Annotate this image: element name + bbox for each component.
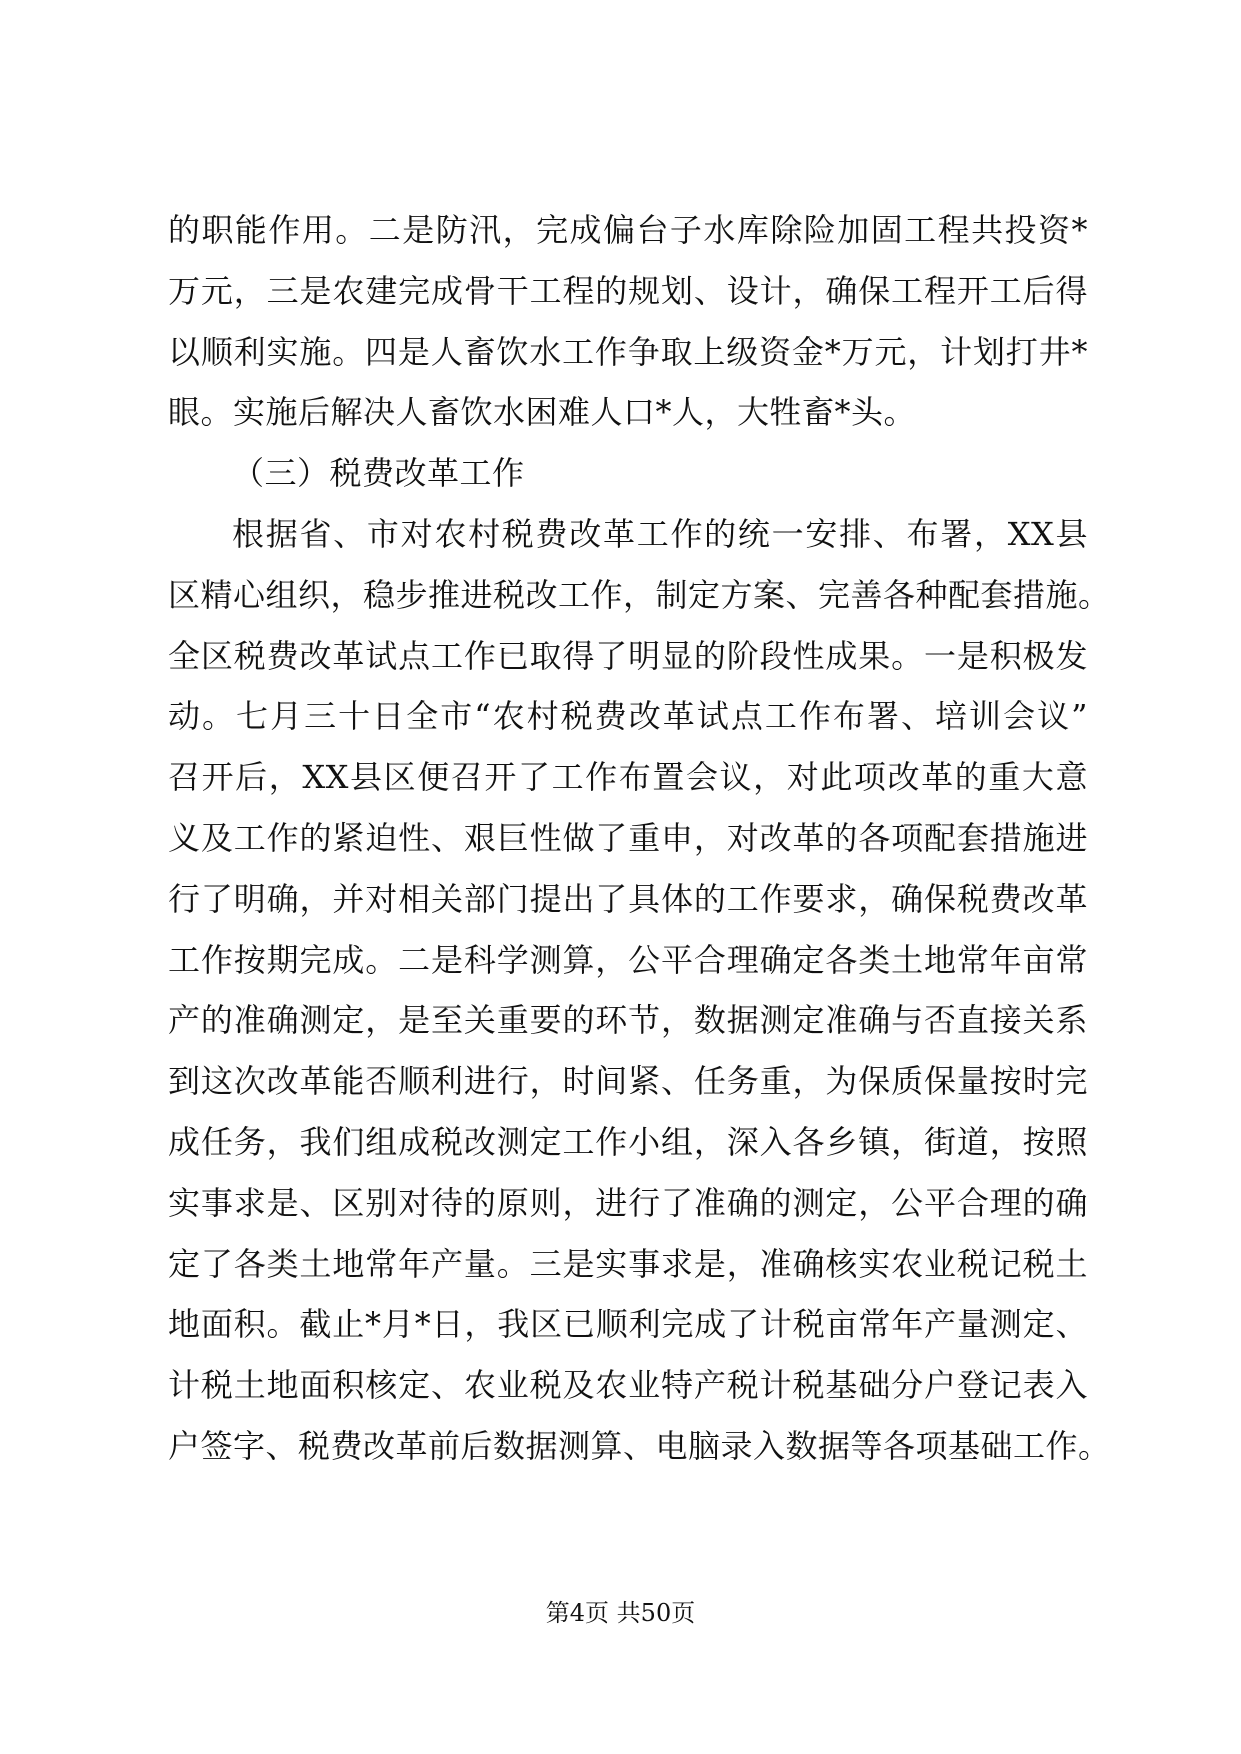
page-footer: 第4页 共50页: [545, 1599, 696, 1627]
paragraph-line: 户签字、税费改革前后数据测算、电脑录入数据等各项基础工作。: [168, 1426, 1111, 1465]
paragraph-line: 定了各类土地常年产量。三是实事求是，准确核实农业税记税土: [168, 1244, 1088, 1283]
section-heading: （三）税费改革工作: [232, 454, 525, 493]
paragraph-line: 计税土地面积核定、农业税及农业特产税计税基础分户登记表入: [168, 1366, 1088, 1405]
paragraph-line: 产的准确测定，是至关重要的环节，数据测定准确与否直接关系: [168, 1001, 1088, 1040]
paragraph-line: 根据省、市对农村税费改革工作的统一安排、布署，XX县: [232, 514, 1088, 553]
paragraph-line: 动。七月三十日全市“农村税费改革试点工作布署、培训会议”: [168, 697, 1088, 736]
paragraph-line: 行了明确，并对相关部门提出了具体的工作要求，确保税费改革: [168, 879, 1088, 918]
document-body: [168, 200, 1111, 1477]
paragraph-line: 全区税费改革试点工作已取得了明显的阶段性成果。一是积极发: [168, 636, 1088, 675]
paragraph-line: 到这次改革能否顺利进行，时间紧、任务重，为保质保量按时完: [168, 1062, 1088, 1101]
paragraph-line: 眼。实施后解决人畜饮水困难人口*人，大牲畜*头。: [168, 393, 917, 432]
paragraph-line: 的职能作用。二是防汛，完成偏台子水库除险加固工程共投资*: [168, 211, 1088, 249]
paragraph-line: 义及工作的紧迫性、艰巨性做了重申，对改革的各项配套措施进: [168, 818, 1088, 857]
paragraph-line: 实事求是、区别对待的原则，进行了准确的测定，公平合理的确: [168, 1183, 1088, 1222]
paragraph-line: 区精心组织，稳步推进税改工作，制定方案、完善各种配套措施。: [168, 575, 1111, 614]
paragraph-line: 地面积。截止*月*日，我区已顺利完成了计税亩常年产量测定、: [168, 1305, 1088, 1344]
paragraph-line: 成任务，我们组成税改测定工作小组，深入各乡镇，街道，按照: [168, 1122, 1088, 1161]
paragraph-line: 召开后，XX县区便召开了工作布置会议，对此项改革的重大意: [168, 758, 1088, 797]
paragraph-line: 工作按期完成。二是科学测算，公平合理确定各类土地常年亩常: [168, 940, 1088, 979]
paragraph-line: 万元，三是农建完成骨干工程的规划、设计，确保工程开工后得: [168, 271, 1088, 310]
paragraph-line: 以顺利实施。四是人畜饮水工作争取上级资金*万元，计划打井*: [168, 332, 1088, 371]
